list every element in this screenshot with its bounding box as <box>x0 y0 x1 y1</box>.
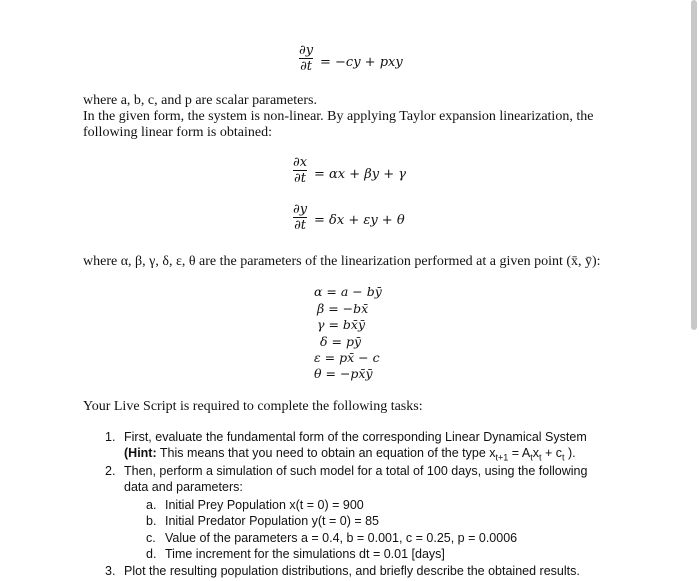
task1-hint-sub1: t+1 <box>495 452 509 463</box>
intro-line-1: where a, b, c, and p are scalar parameters. <box>83 93 317 108</box>
sub-d-label: d. <box>146 547 157 561</box>
eq-top-numerator: ∂y <box>299 43 314 58</box>
param-epsilon: ε = px̄ − c <box>314 350 380 365</box>
scrollbar[interactable] <box>691 0 697 330</box>
sub-d-text: Time increment for the simulations dt = 0.01 [days] <box>165 547 445 561</box>
task1-hint <box>124 446 576 463</box>
sub-c-text: Value of the parameters a = 0.4, b = 0.001, c = 0.25, p = 0.0006 <box>165 531 518 545</box>
task1-hint-sub2: t <box>530 452 533 463</box>
task1-line1: First, evaluate the fundamental form of the corresponding Linear Dynamical System <box>124 430 587 444</box>
task3-number: 3. <box>105 564 116 578</box>
task1-hint-bold: (Hint: <box>124 446 157 460</box>
lin-eq2-numerator: ∂y <box>293 202 308 217</box>
task1-hint-eq: = A <box>508 446 531 460</box>
sub-c-label: c. <box>146 531 156 545</box>
lin-eq1-numerator: ∂x <box>293 155 308 170</box>
param-gamma: γ = bx̄ȳ <box>317 317 366 332</box>
param-beta: β = −bx̄ <box>317 301 369 316</box>
lin-eq1-fraction <box>292 156 308 185</box>
lin-eq2-rhs: = δx + εy + θ <box>314 213 405 228</box>
intro-line-3: following linear form is obtained: <box>83 125 272 140</box>
task2-line2: data and parameters: <box>124 480 243 494</box>
sub-a-text: Initial Prey Population x(t = 0) = 900 <box>165 498 364 512</box>
param-alpha: α = a − bȳ <box>314 284 382 299</box>
task2-number: 2. <box>105 464 116 478</box>
lin-eq1-denominator: ∂t <box>294 171 306 186</box>
param-delta: δ = pȳ <box>320 334 362 349</box>
eq-top-denominator: ∂t <box>300 59 313 74</box>
param-intro: where α, β, γ, δ, ε, θ are the parameters of the linearization performed at a given point (x̄, ȳ): <box>83 254 601 269</box>
sub-b-text: Initial Predator Population y(t = 0) = 85 <box>165 514 380 528</box>
sub-b-label: b. <box>146 514 157 528</box>
lin-eq2-denominator: ∂t <box>294 218 307 233</box>
task1-hint-c: + c <box>541 446 562 460</box>
task1-hint-sub4: t <box>561 452 565 463</box>
task1-hint-text: This means that you need to obtain an equation of the type x <box>156 446 496 460</box>
task1-hint-end: ). <box>564 446 576 460</box>
param-theta: θ = −px̄ȳ <box>314 366 373 381</box>
task1-hint-sub3: t <box>538 452 542 463</box>
task2-line1: Then, perform a simulation of such model for a total of 100 days, using the following <box>124 464 588 478</box>
tasks-intro: Your Live Script is required to complete the following tasks: <box>83 399 423 414</box>
lin-eq1-rhs: = αx + βy + γ <box>314 167 407 182</box>
lin-eq2-fraction <box>292 203 308 232</box>
task3-line1: Plot the resulting population distributions, and briefly describe the obtained results. <box>124 564 580 578</box>
task1-hint-x: x <box>532 446 539 460</box>
eq-top-fraction <box>298 44 314 73</box>
task1-number: 1. <box>105 430 116 444</box>
eq-top-rhs: = −cy + pxy <box>320 55 403 70</box>
sub-a-label: a. <box>146 498 157 512</box>
intro-line-2: In the given form, the system is non-linear. By applying Taylor expansion linearization, the <box>83 109 594 124</box>
